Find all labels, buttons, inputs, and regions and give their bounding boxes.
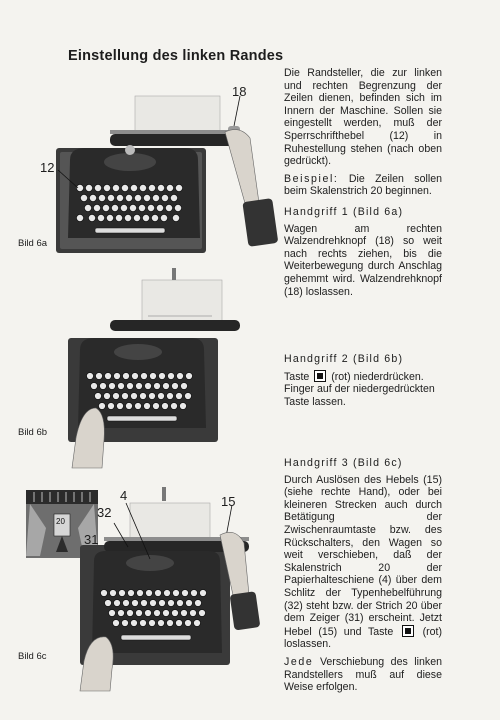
inset-scale-label: 20 [56,517,65,526]
step-text-3-after-key: (rot) loslassen. [284,625,442,651]
step-text-1: Wagen am rechten Walzendrehknopf (18) so weit nach rechts ziehen, bis die Weiterbewegung durch Anschlag gehemmt wird. Walzendrehknopf (18) loslassen. [284,222,442,298]
example-label: Beispiel: [284,172,339,185]
example-text: Die Zeilen sollen beim Skalenstrich 20 beginnen. [284,172,442,198]
margin-release-key-icon [402,625,414,637]
callout-4: 4 [120,488,128,503]
text-section-3 [284,457,442,699]
step-heading-1: Handgriff 1 (Bild 6a) [284,205,404,218]
figure-caption-6a: Bild 6a [18,238,48,249]
figure-caption-6b: Bild 6b [18,427,48,438]
step-text-2-after-key: (rot) niederdrücken. Finger auf der niedergedrückten Taste lassen. [284,370,435,408]
step-text-2-before-key: Taste [284,370,310,383]
step-text-2 [284,370,442,409]
callout-18: 18 [232,84,247,99]
step-heading-3: Handgriff 3 (Bild 6c) [284,457,403,469]
closing-note-text: Verschiebung des linken Randstellers muß auf diese Weise erfolgen. [284,655,442,694]
figure-caption-6c: Bild 6c [18,651,47,662]
step-text-3-before-key: Durch Auslösen des Hebels (15) (siehe rechte Hand), oder bei kleineren Strecken auch durch Betätigung der Zwischenraumtaste bzw. des Rückschalters, den Wagen so weit verschieben, daß der Skalenstrich 20 der Papierhalteschiene (4) über dem Schlitz der Typenhebelführung (32) steht bzw. der Strich 20 über dem Zeiger (31) erscheint. Jetzt Hebel (15) und Taste [284,473,442,638]
intro-paragraph: Die Randsteller, die zur linken und rechten Begrenzung der Zeilen dienen, befinden sich im Innern der Maschine. Sollen sie eingestellt werden, muß der Sperrschrifthebel (12) in Ruhestellung stehen (nach oben gedrückt). [284,67,442,168]
typewriter-illustration-6b [62,268,262,478]
margin-release-key-icon [314,370,326,382]
text-section-2 [284,353,442,413]
closing-note-spaced: Jede [284,655,314,668]
text-section-1 [284,67,442,303]
step-text-3 [284,474,442,651]
callout-31: 31 [84,532,99,547]
callout-32: 32 [97,505,112,520]
callout-15: 15 [221,494,236,509]
callout-12: 12 [40,160,55,175]
page-title: Einstellung des linken Randes [68,48,284,64]
step-heading-2: Handgriff 2 (Bild 6b) [284,353,404,365]
closing-note [284,656,442,694]
example-paragraph [284,173,442,198]
